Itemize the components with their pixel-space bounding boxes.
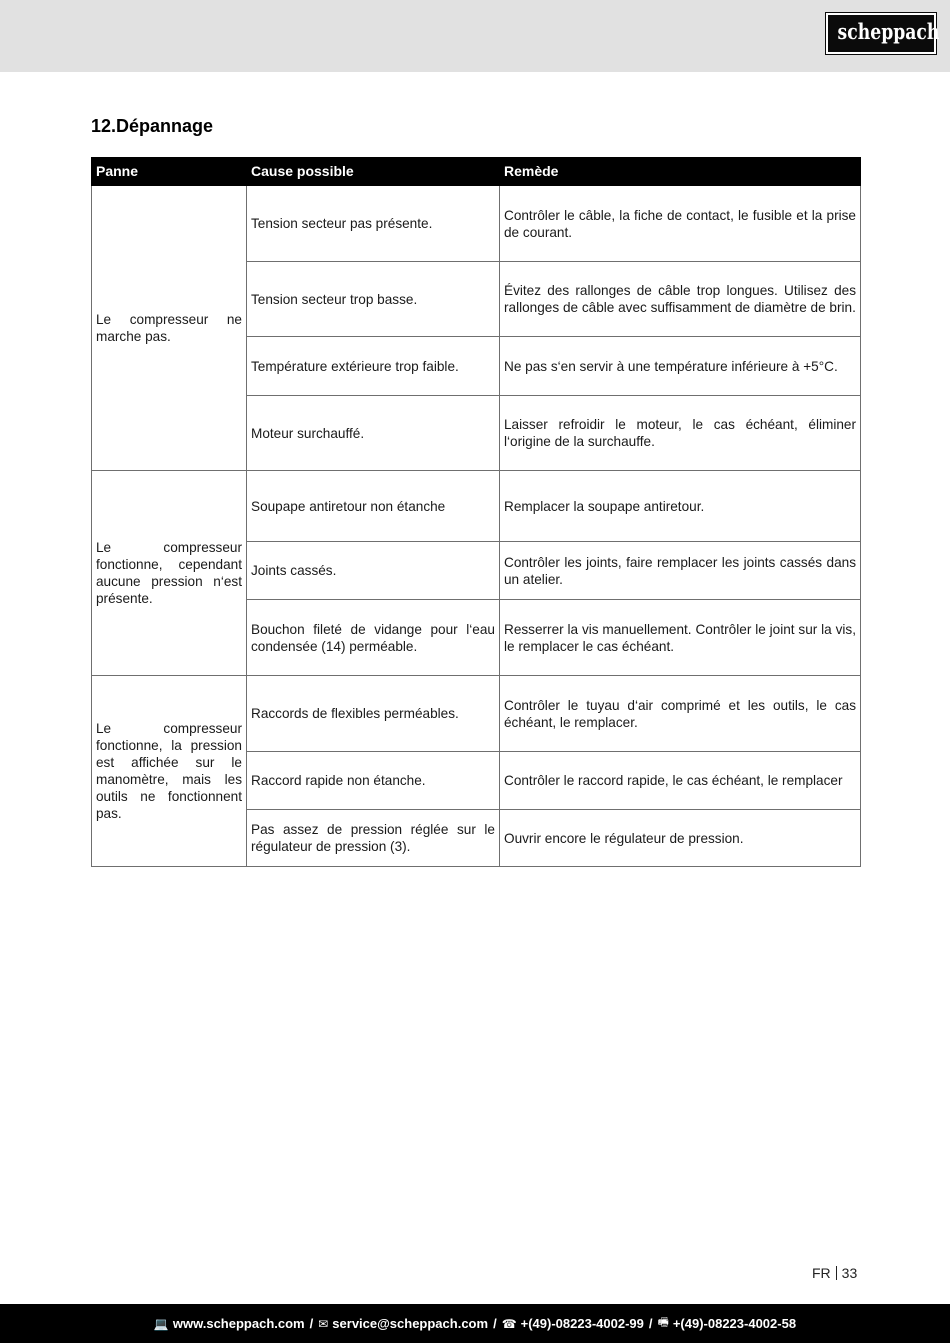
fax-number: +(49)-08223-4002-58 [672,1316,797,1331]
cause-cell: Raccord rapide non étanche. [247,752,500,810]
phone-number: +(49)-08223-4002-99 [520,1316,644,1331]
cause-cell: Température extérieure trop faible. [247,337,500,396]
cause-cell: Tension secteur trop basse. [247,262,500,337]
panne-cell: Le compresseur fonctionne, la pression est affichée sur le manomètre, mais les outils ne fonctionnent pas. [92,676,247,867]
table-row [92,471,861,542]
table-row [92,186,861,262]
envelope-icon: ✉ [318,1316,329,1331]
column-header-remede: Remède [500,158,861,186]
remede-cell: Ouvrir encore le régulateur de pression. [500,810,861,867]
page-number-value: 33 [841,1265,858,1281]
remede-cell: Resserrer la vis manuellement. Contrôler le joint sur la vis, le remplacer le cas échéant. [500,600,861,676]
cause-cell: Soupape antiretour non étanche [247,471,500,542]
column-header-panne: Panne [92,158,247,186]
remede-cell: Remplacer la soupape antiretour. [500,471,861,542]
cause-cell: Raccords de flexibles perméables. [247,676,500,752]
remede-cell: Contrôler le raccord rapide, le cas échéant, le remplacer [500,752,861,810]
cause-cell: Joints cassés. [247,542,500,600]
page-number [812,1265,857,1281]
header-bar [0,0,950,72]
page-separator [836,1266,837,1280]
cause-cell: Moteur surchauffé. [247,396,500,471]
email-link[interactable]: service@scheppach.com [332,1316,489,1331]
contact-bar [0,1304,950,1343]
table-row [92,676,861,752]
remede-cell: Laisser refroidir le moteur, le cas échéant, éliminer l‘origine de la surchauffe. [500,396,861,471]
cause-cell: Bouchon fileté de vidange pour l‘eau condensée (14) perméable. [247,600,500,676]
panne-cell: Le compresseur ne marche pas. [92,186,247,471]
computer-icon: 💻 [153,1316,169,1331]
cause-cell: Tension secteur pas présente. [247,186,500,262]
brand-logo-text: scheppach [837,19,940,44]
remede-cell: Contrôler les joints, faire remplacer les joints cassés dans un atelier. [500,542,861,600]
fax-icon: 🖷 [657,1315,669,1329]
table-header-row [92,158,861,186]
column-header-cause: Cause possible [247,158,500,186]
section-title [91,116,213,137]
phone-icon: ☎ [501,1316,517,1331]
panne-cell: Le compresseur fonctionne, cependant aucune pression n‘est présente. [92,471,247,676]
remede-cell: Évitez des rallonges de câble trop longues. Utilisez des rallonges de câble avec suffisamment de diamètre de brin. [500,262,861,337]
cause-cell: Pas assez de pression réglée sur le régulateur de pression (3). [247,810,500,867]
separator: / [648,1316,653,1331]
remede-cell: Contrôler le tuyau d‘air comprimé et les outils, le cas échéant, le remplacer. [500,676,861,752]
page-language: FR [812,1265,831,1281]
remede-cell: Contrôler le câble, la fiche de contact, le fusible et la prise de courant. [500,186,861,262]
troubleshooting-table [91,157,861,867]
website-link[interactable]: www.scheppach.com [172,1316,305,1331]
brand-logo [826,13,940,54]
separator: / [309,1316,314,1331]
separator: / [493,1316,497,1331]
remede-cell: Ne pas s‘en servir à une température inférieure à +5°C. [500,337,861,396]
section-number: 12. [91,116,117,136]
section-title-text: Dépannage [116,116,214,136]
